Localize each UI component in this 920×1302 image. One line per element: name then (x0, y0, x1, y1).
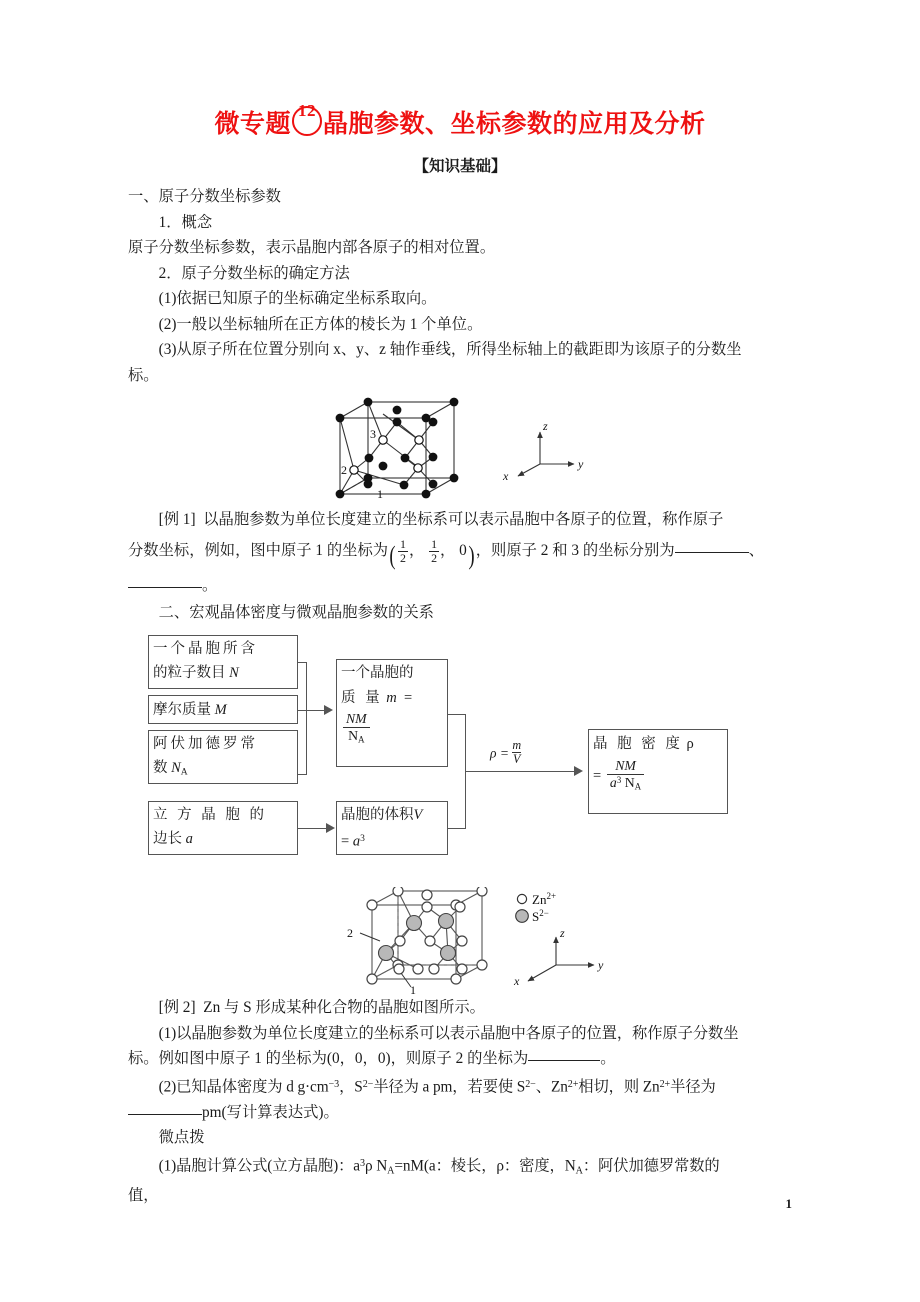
answer-blank-1[interactable] (675, 552, 749, 553)
method-title: 2．原子分数坐标的确定方法 (158, 264, 350, 282)
concept-title: 1．概念 (158, 213, 213, 231)
flow-bracket-top (298, 662, 307, 663)
tips-text-d: ：阿伏加德罗常数的 (582, 1157, 720, 1175)
diamond-cell-svg (128, 394, 792, 506)
tips-heading: 微点拨 (158, 1129, 205, 1147)
flow-particles-line1: 一个晶胞所含 (153, 641, 258, 658)
example2-q2-line1 (128, 1072, 792, 1100)
flow-density-fraction (607, 758, 644, 792)
example1-text2c: 、 (748, 542, 764, 559)
flow-label-rho: ρ (490, 745, 497, 761)
tips-line1 (128, 1151, 792, 1184)
q2-sup-2: 2− (362, 1078, 374, 1090)
example1-text1: 以晶胞参数为单位长度建立的坐标系可以表示晶胞中各原子的位置，称作原子 (203, 511, 724, 528)
legend-s-label: $S^{2-}$ (532, 908, 549, 925)
q2-sup-3: 2− (525, 1078, 536, 1090)
flow-density-symbol: ρ (686, 736, 694, 753)
flow-volume-symbol: V (413, 807, 423, 824)
figure1-label-1: 1 (377, 487, 383, 501)
figure2-axis-x: x (514, 974, 520, 989)
flow-edge-line2: 边长 (153, 831, 182, 848)
q2-sup-4: 2+ (567, 1078, 579, 1090)
example2-text1: Zn 与 S 形成某种化合物的晶胞如图所示。 (203, 999, 485, 1017)
tips-sup-1: 3 (359, 1157, 365, 1169)
example1-line1 (128, 506, 792, 534)
figure1-axis-x: x (503, 469, 509, 483)
paren-open: ( (389, 539, 396, 570)
figure2-axis-z: z (560, 926, 565, 941)
q2-text-g: pm(写计算表达式)。 (202, 1103, 339, 1121)
flow-arrow-to-mass-head (324, 704, 336, 717)
flow-bracket-bot (298, 774, 307, 775)
figure1-axis-z: z (543, 419, 548, 433)
q2-text-c: 半径为 a pm，若要使 S (373, 1078, 526, 1096)
tips-sub-2: A (575, 1164, 583, 1176)
flow-box-cell-volume (336, 801, 448, 855)
flow-mass-frac-num: NM (346, 711, 367, 727)
flow-volume-power: 3 (360, 833, 365, 845)
flow-density-frac-num: NM (615, 758, 636, 774)
example2-q1-line1: (1)以晶胞参数为单位长度建立的坐标系可以表示晶胞中各原子的位置，称作原子分数坐 (158, 1024, 739, 1042)
flow-right-bracket-top (448, 714, 466, 715)
flow-label-frac-num: m (512, 738, 522, 753)
page-number: 1 (785, 1196, 792, 1211)
micro-topic-badge-number: 12 (298, 101, 316, 120)
paren-close: ) (468, 539, 475, 570)
flow-avogadro-subscript: A (180, 766, 188, 778)
example2-tag: [例 2] (158, 999, 196, 1017)
flow-mass-symbol: m (386, 690, 397, 707)
flow-mass-line1: 一个晶胞的 (341, 665, 414, 682)
flow-avogadro-line1: 阿伏加德罗常 (153, 736, 258, 753)
method-step-2: (2)一般以坐标轴所在正方体的棱长为 1 个单位。 (158, 315, 483, 333)
coord-x: $\frac{1}{2}$ (399, 536, 406, 565)
flow-avogadro-symbol: N (171, 760, 181, 777)
flow-mass-equals: = (403, 690, 413, 707)
legend-s-marker (516, 910, 529, 923)
flow-density-frac-den: $a^3$ $N_A$ (607, 774, 644, 792)
q2-text-d: 、Zn (535, 1078, 568, 1096)
density-relationship-flowchart (128, 629, 792, 879)
figure1-axis-y: y (578, 457, 584, 471)
example2-q1-line2 (128, 1046, 792, 1072)
flow-volume-a: a (352, 833, 361, 850)
q2-sup-5: 2+ (659, 1078, 671, 1090)
flow-box-edge-length (148, 801, 298, 855)
figure1-label-3: 3 (370, 427, 376, 441)
knowledge-base-heading: 【知识基础】 (413, 158, 507, 175)
micro-topic-badge (292, 101, 322, 136)
flow-edge-symbol: a (185, 831, 193, 848)
coord-y: $\frac{1}{2}$ (431, 536, 438, 565)
flow-label-frac-den: V (513, 752, 521, 767)
flow-box-particle-count (148, 635, 298, 689)
flow-box-avogadro (148, 730, 298, 784)
flow-volume-line1: 晶胞的体积 (341, 807, 414, 824)
figure1-label-2: 2 (341, 463, 347, 477)
answer-blank-2[interactable] (128, 587, 202, 588)
flow-particles-line2: 的粒子数目 (153, 665, 226, 682)
tips-text-b: ρ N (364, 1157, 388, 1175)
page-content (128, 0, 792, 1209)
example1-text2b: ，则原子 2 和 3 的坐标分别为 (475, 542, 675, 559)
concept-text: 原子分数坐标参数，表示晶胞内部各原子的相对位置。 (128, 239, 496, 256)
flow-molar-label: 摩尔质量 (153, 702, 211, 719)
section-two-heading: 二、宏观晶体密度与微观晶胞参数的关系 (158, 603, 434, 621)
flow-label-fraction (512, 739, 521, 767)
example1-text3: 。 (202, 576, 218, 594)
diamond-unit-cell-figure (128, 394, 792, 506)
flow-right-bracket-bot (448, 828, 466, 829)
legend-zn-marker (517, 894, 526, 903)
example2-q1-text: 标。例如图中原子 1 的坐标为(0，0，0)，则原子 2 的坐标为 (128, 1050, 529, 1068)
tips-text-a: (1)晶胞计算公式(立方晶胞)：a (158, 1157, 360, 1175)
q2-text-b: ，S (339, 1078, 363, 1096)
q2-sup-1: −3 (328, 1078, 340, 1090)
tips-text-c: =nM(a：棱长，ρ：密度，N (394, 1157, 576, 1175)
method-step-3-cont: 标。 (128, 366, 159, 384)
flow-box-cell-density (588, 729, 728, 814)
flow-particles-symbol: N (229, 665, 239, 682)
q2-text-a: (2)已知晶体密度为 d g·cm (158, 1078, 329, 1096)
example2-q2-line2 (128, 1100, 792, 1126)
answer-blank-3[interactable] (528, 1060, 600, 1061)
flow-density-line1: 晶 胞 密 度 (593, 736, 683, 753)
q2-text-f: 半径为 (670, 1078, 716, 1096)
example2-q1-period: 。 (600, 1050, 616, 1068)
example1-tag: [例 1] (158, 511, 196, 528)
flow-molar-symbol: M (214, 702, 227, 719)
example1-text2a: 分数坐标，例如，图中原子 1 的坐标为 (128, 542, 389, 559)
tips-sub-1: A (387, 1164, 395, 1176)
figure2-label-2: 2 (347, 926, 353, 941)
flow-arrow-to-density-head (574, 765, 586, 778)
answer-blank-4[interactable] (128, 1114, 202, 1115)
flow-arrow-to-density-line (465, 771, 580, 772)
title-prefix: 微专题 (214, 111, 291, 138)
figure2-label-1: 1 (410, 983, 416, 996)
flow-mass-frac-den: $N_A$ (343, 727, 370, 745)
page-title (128, 101, 792, 140)
flow-avogadro-line2: 数 (153, 760, 168, 777)
flow-mass-fraction (343, 711, 370, 745)
flow-bracket-vertical (306, 662, 307, 774)
section-one-heading: 一、原子分数坐标参数 (128, 188, 281, 205)
method-step-1: (1)依据已知原子的坐标确定坐标系取向。 (158, 290, 437, 307)
method-step-3: (3)从原子所在位置分别向 x、y、z 轴作垂线，所得坐标轴上的截距即为该原子的分数坐 (158, 341, 742, 358)
flow-box-molar-mass (148, 695, 298, 724)
zns-unit-cell-figure (128, 887, 792, 995)
flow-label-equals: = (499, 745, 509, 761)
coord-z: 0 (459, 542, 467, 559)
flow-volume-equals: = (341, 833, 350, 850)
example1-line3 (128, 572, 792, 600)
zns-cell-svg (128, 887, 792, 995)
flow-mass-line2: 质 量 (341, 690, 383, 707)
q2-text-e: 相切，则 Zn (578, 1078, 660, 1096)
title-suffix: 晶胞参数、坐标参数的应用及分析 (323, 111, 706, 138)
figure2-axis-y: y (598, 958, 604, 973)
example2-line1 (128, 995, 792, 1021)
flow-edge-line1: 立 方 晶 胞 的 (153, 807, 267, 824)
flow-arrow-label-density-formula (490, 739, 521, 767)
tips-line2: 值， (128, 1187, 159, 1205)
flow-box-cell-mass (336, 659, 448, 767)
example1-line2: 分数坐标，例如，图中原子 1 的坐标为( $\frac{1}{2}$ ， $\frac{1}{2}$ ， 0)，则原子 2 和 3 的坐标分别为 、 (128, 536, 764, 570)
legend-zn-label: $Zn^{2+}$ (532, 891, 557, 908)
flow-density-equals: = (593, 768, 602, 785)
